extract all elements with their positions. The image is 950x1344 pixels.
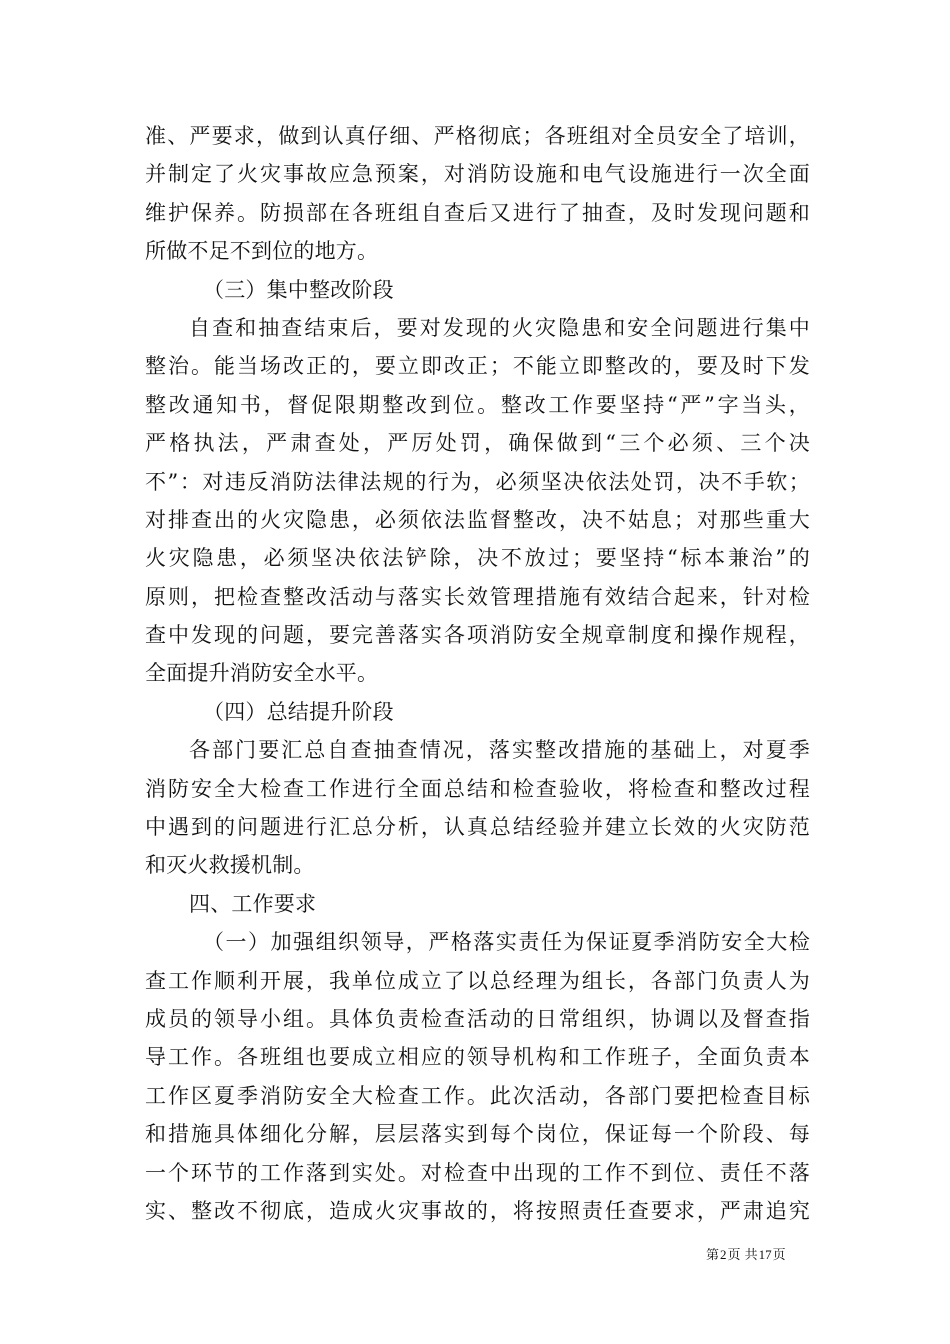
text-line: 对排查出的火灾隐患，必须依法监督整改，决不姑息；对那些重大 [145, 507, 810, 532]
text-line: 一个环节的工作落到实处。对检查中出现的工作不到位、责任不落 [145, 1160, 810, 1185]
section-heading: 四、工作要求 [189, 891, 317, 916]
footer-suffix: 页 [772, 1248, 786, 1263]
current-page-number: 2 [720, 1247, 727, 1262]
text-line: 火灾隐患，必须坚决依法铲除，决不放过；要坚持“标本兼治”的 [145, 546, 810, 571]
total-pages-number: 17 [758, 1247, 772, 1262]
text-line: 消防安全大检查工作进行全面总结和检查验收，将检查和整改过程 [145, 776, 810, 801]
text-line: 维护保养。防损部在各班组自查后又进行了抽查，及时发现问题和 [145, 200, 810, 225]
text-line: 实、整改不彻底，造成火灾事故的，将按照责任查要求，严肃追究 [145, 1198, 810, 1223]
page-number-footer [706, 1247, 786, 1264]
section-heading: （三）集中整改阶段 [203, 277, 394, 302]
text-line: 准、严要求，做到认真仔细、严格彻底；各班组对全员安全了培训， [145, 124, 810, 148]
text-line: 各部门要汇总自查抽查情况，落实整改措施的基础上，对夏季 [189, 738, 810, 763]
text-line: 和灭火救援机制。 [145, 853, 315, 878]
text-line: 原则，把检查整改活动与落实长效管理措施有效结合起来，针对检 [145, 584, 810, 609]
section-heading: （四）总结提升阶段 [203, 699, 394, 724]
text-line: 查中发现的问题，要完善落实各项消防安全规章制度和操作规程， [145, 623, 810, 648]
text-line: 工作区夏季消防安全大检查工作。此次活动，各部门要把检查目标 [145, 1083, 810, 1108]
text-line: 所做不足不到位的地方。 [145, 239, 379, 264]
footer-prefix: 第 [706, 1248, 720, 1263]
text-line: 和措施具体细化分解，层层落实到每个岗位，保证每一个阶段、每 [145, 1122, 810, 1147]
text-line: 成员的领导小组。具体负责检查活动的日常组织，协调以及督查指 [145, 1006, 810, 1031]
text-line: 导工作。各班组也要成立相应的领导机构和工作班子，全面负责本 [145, 1045, 810, 1070]
text-line: 整治。能当场改正的，要立即改正；不能立即整改的，要及时下发 [145, 354, 810, 379]
text-line: 查工作顺利开展，我单位成立了以总经理为组长，各部门负责人为 [145, 968, 810, 993]
text-line: 不”：对违反消防法律法规的行为，必须坚决依法处罚，决不手软； [145, 469, 810, 494]
text-line: 整改通知书，督促限期整改到位。整改工作要坚持“严”字当头， [145, 392, 810, 417]
document-body [145, 117, 810, 1230]
text-line: 中遇到的问题进行汇总分析，认真总结经验并建立长效的火灾防范 [145, 815, 810, 840]
text-line: 严格执法，严肃查处，严厉处罚，确保做到“三个必须、三个决 [145, 431, 810, 456]
text-line: 全面提升消防安全水平。 [145, 661, 379, 686]
text-line: 自查和抽查结束后，要对发现的火灾隐患和安全问题进行集中 [189, 315, 810, 340]
footer-middle: 页 共 [727, 1248, 758, 1263]
text-line: 并制定了火灾事故应急预案，对消防设施和电气设施进行一次全面 [145, 162, 810, 187]
text-line: （一）加强组织领导，严格落实责任为保证夏季消防安全大检 [203, 930, 810, 955]
